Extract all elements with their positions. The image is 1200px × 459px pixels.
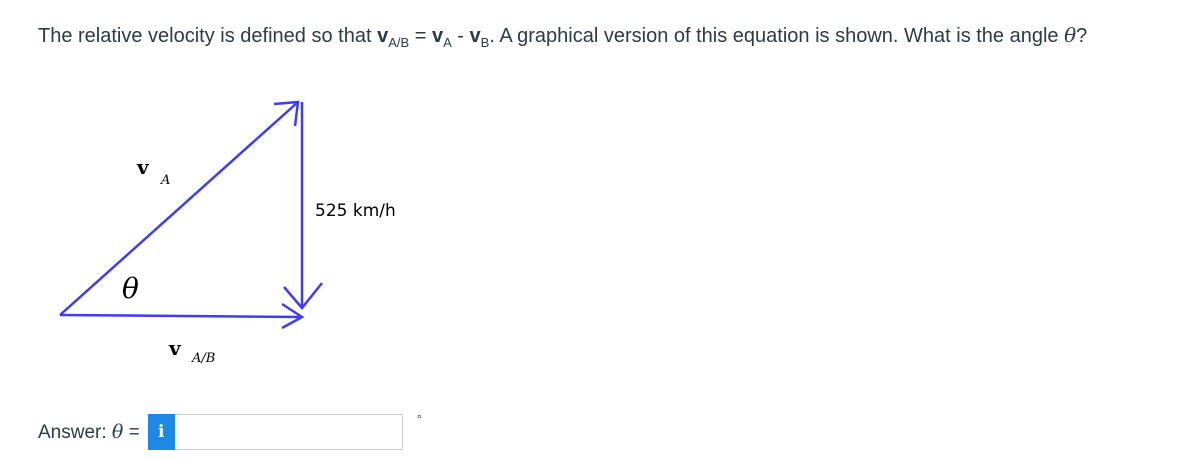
answer-input[interactable] [175,414,403,450]
degree-unit: ° [417,412,422,426]
label-vab-main: v [169,336,181,360]
vector-triangle-figure [40,90,420,380]
info-icon[interactable]: i [148,414,175,450]
answer-label: Answer: θ = [38,420,140,443]
label-va-main: v [137,155,149,179]
label-theta: θ [122,272,139,305]
answer-row [38,413,403,451]
vector-diagram [40,90,420,380]
vector-va-line [60,102,298,315]
vector-vab-line [60,315,302,317]
label-side-speed: 525 km/h [315,201,396,221]
label-va-sub: A [161,173,171,188]
label-vab-sub: A/B [192,351,216,366]
question-text: The relative velocity is defined so that $v_{A/B} = v_A - v_B$. A graphical version of this equation is shown. What is the angle θ? [38,23,1088,50]
